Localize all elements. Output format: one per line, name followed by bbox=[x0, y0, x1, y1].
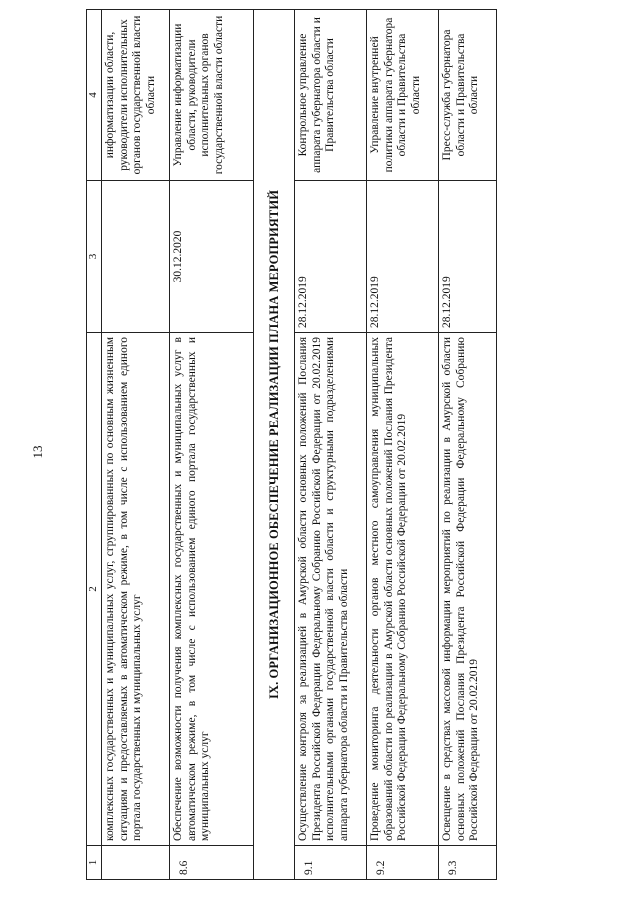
section-title: IX. ОРГАНИЗАЦИОННОЕ ОБЕСПЕЧЕНИЕ РЕАЛИЗАЦИИ ПЛАНА МЕРОПРИЯТИЙ bbox=[254, 10, 295, 880]
row-text: Проведение мониторинга деятельности органов местного самоуправления муниципальных образований области по реализации в Амурской области основных положений Послания Президента Российской Федерации Федеральному Собранию Российской Федерации от 20.02.2019 bbox=[367, 333, 439, 846]
table-row bbox=[295, 10, 367, 880]
row-date bbox=[102, 181, 170, 333]
row-text: Обеспечение возможности получения комплексных государственных и муниципальных услуг в автоматическом режиме, в том числе с использованием единого портала государственных и муниципальных услуг bbox=[170, 333, 254, 846]
table-row bbox=[439, 10, 497, 880]
row-number: 9.3 bbox=[439, 846, 497, 880]
row-date: 28.12.2019 bbox=[439, 181, 497, 333]
plan-table bbox=[86, 9, 497, 880]
header-row bbox=[87, 10, 102, 880]
column-header: 3 bbox=[87, 181, 102, 333]
column-header: 1 bbox=[87, 846, 102, 880]
page-number: 13 bbox=[30, 445, 45, 459]
column-header: 4 bbox=[87, 10, 102, 181]
row-text: Осуществление контроля за реализацией в Амурской области основных положений Послания Президента Российской Федерации Федеральному Собранию Российской Федерации от 20.02.2019 исполнительными органами государственной власти области и структурными подразделениями аппарата губернатора области и Правительства области bbox=[295, 333, 367, 846]
column-header: 2 bbox=[87, 333, 102, 846]
row-date: 28.12.2019 bbox=[367, 181, 439, 333]
row-responsible: Пресс-служба губернатора области и Правительства области bbox=[439, 10, 497, 181]
row-responsible: Управление внутренней политики аппарата губернатора области и Правительства области bbox=[367, 10, 439, 181]
row-number: 9.2 bbox=[367, 846, 439, 880]
row-number: 8.6 bbox=[170, 846, 254, 880]
row-number bbox=[102, 846, 170, 880]
section-row bbox=[254, 10, 295, 880]
row-text: Освещение в средствах массовой информации мероприятий по реализации в Амурской области основных положений Послания Президента Российской Федерации Федеральному Собранию Российской Федерации от 20.02.2019 bbox=[439, 333, 497, 846]
table-row bbox=[102, 10, 170, 880]
row-responsible: Управление информатизации области, руководители исполнительных органов государственной власти области bbox=[170, 10, 254, 181]
table-row bbox=[170, 10, 254, 880]
row-responsible: Контрольное управление аппарата губернатора области и Правительства области bbox=[295, 10, 367, 181]
row-number: 9.1 bbox=[295, 846, 367, 880]
plan-table-sheet bbox=[86, 10, 546, 880]
row-responsible: информатизации области, руководители исполнительных органов государственной власти области bbox=[102, 10, 170, 181]
table-row bbox=[367, 10, 439, 880]
row-date: 30.12.2020 bbox=[170, 181, 254, 333]
row-date: 28.12.2019 bbox=[295, 181, 367, 333]
row-text: комплексных государственных и муниципальных услуг, сгруппированных по основным жизненным ситуациям и предоставляемых в автоматическом режиме, в том числе с использованием единого портала государственных и муниципальных услуг bbox=[102, 333, 170, 846]
